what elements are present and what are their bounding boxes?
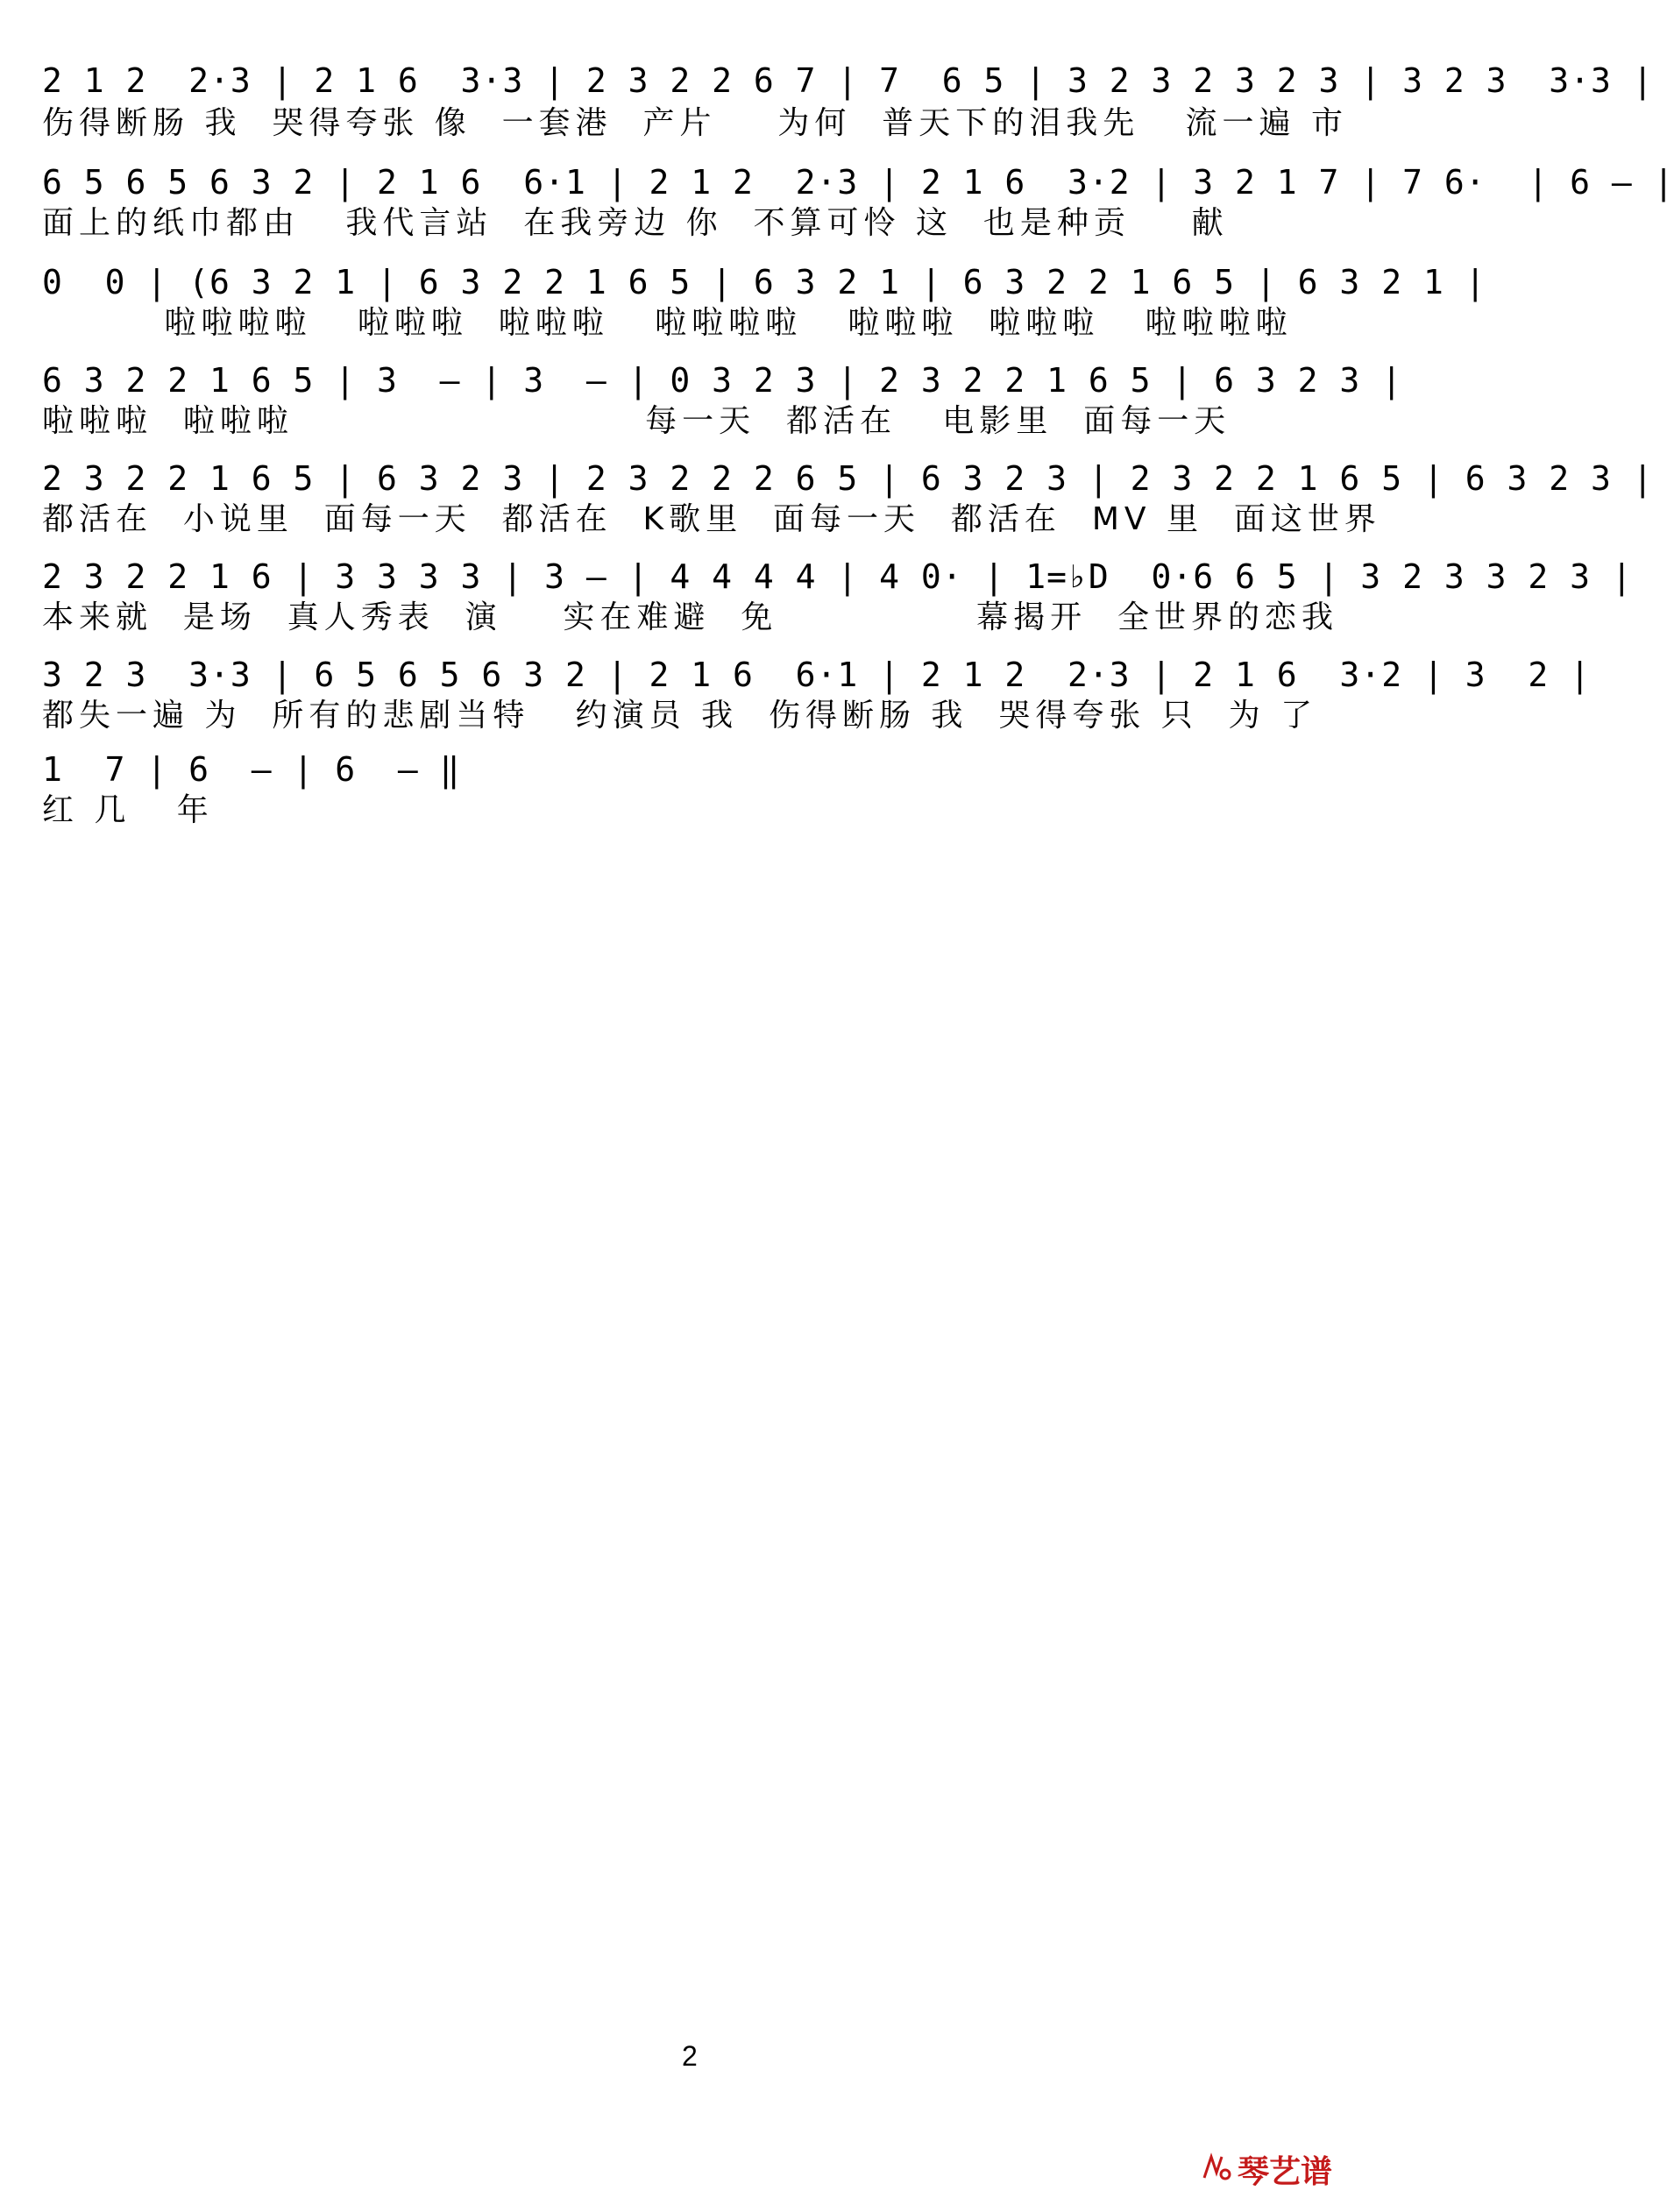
notation-line-2: 6 5 6 5 6 3 2 | 2 1 6 6·1 | 2 1 2 2·3 | 2 1 6 3·2 | 3 2 1 7 | 7 6· | 6 — | — [42, 163, 1674, 202]
lyrics-line-4: 啦啦啦 啦啦啦 每一天 都活在 电影里 面每一天 — [42, 403, 1231, 439]
notation-line-4: 6 3 2 2 1 6 5 | 3 — | 3 — | 0 3 2 3 | 2 3 2 2 1 6 5 | 6 3 2 3 | — [42, 361, 1403, 400]
lyrics-line-2: 面上的纸巾都由 我代言站 在我旁边 你 不算可怜 这 也是种贡 献 — [42, 205, 1229, 241]
notation-line-5: 2 3 2 2 1 6 5 | 6 3 2 3 | 2 3 2 2 2 6 5 | 6 3 2 3 | 2 3 2 2 1 6 5 | 6 3 2 3 | — [42, 459, 1654, 498]
lyrics-line-5: 都活在 小说里 面每一天 都活在 K歌里 面每一天 都活在 MV 里 面这世界 — [42, 501, 1381, 537]
brand-logo-text: 琴艺谱 — [1238, 2153, 1333, 2190]
notation-line-6: 2 3 2 2 1 6 | 3 3 3 3 | 3 — | 4 4 4 4 | 4 0· | 1=♭D 0·6 6 5 | 3 2 3 3 2 3 | — [42, 557, 1633, 596]
notation-line-7: 3 2 3 3·3 | 6 5 6 5 6 3 2 | 2 1 6 6·1 | 2 1 2 2·3 | 2 1 6 3·2 | 3 2 | — [42, 656, 1591, 694]
lyrics-line-7: 都失一遍 为 所有的悲剧当特 约演员 我 伤得断肠 我 哭得夸张 只 为 了 — [42, 698, 1318, 734]
music-note-logo-icon — [1201, 2152, 1232, 2187]
lyrics-line-6: 本来就 是场 真人秀表 演 实在难避 免 幕揭开 全世界的恋我 — [42, 599, 1338, 635]
lyrics-line-1: 伤得断肠 我 哭得夸张 像 一套港 产片 为何 普天下的泪我先 流一遍 市 — [42, 105, 1348, 141]
notation-line-8: 1 7 | 6 — | 6 — ‖ — [42, 750, 461, 789]
page-number: 2 — [682, 2040, 698, 2072]
lyrics-line-8: 红 几 年 — [42, 792, 214, 828]
notation-line-1: 2 1 2 2·3 | 2 1 6 3·3 | 2 3 2 2 6 7 | 7 6 5 | 3 2 3 2 3 2 3 | 3 2 3 3·3 | — [42, 61, 1654, 100]
notation-line-3: 0 0 | (6 3 2 1 | 6 3 2 2 1 6 5 | 6 3 2 1 | 6 3 2 2 1 6 5 | 6 3 2 1 | — [42, 263, 1486, 301]
brand-logo — [1201, 2147, 1332, 2191]
lyrics-line-3: 啦啦啦啦 啦啦啦 啦啦啦 啦啦啦啦 啦啦啦 啦啦啦 啦啦啦啦 — [42, 305, 1293, 341]
